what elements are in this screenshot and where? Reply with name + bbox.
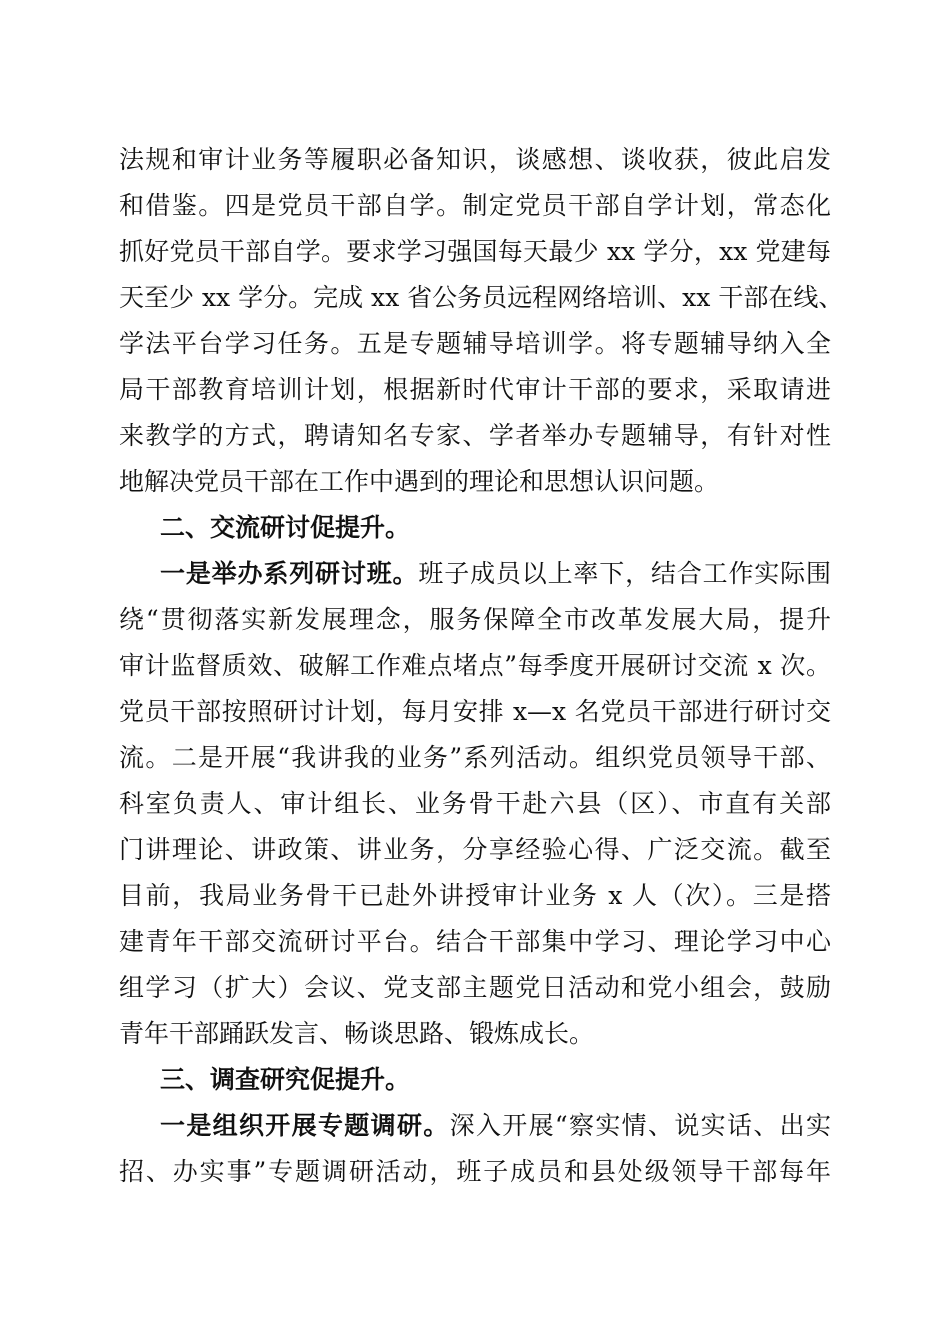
paragraph-lead: 一是举办系列研讨班。 [160,559,419,588]
paragraph-text: 班子成员以上率下，结合工作实际围 [418,559,831,588]
paragraph-line: 招、办实事”专题调研活动，班子成员和县处级领导干部每年 [119,1157,831,1186]
paragraph-line: 科室负责人、审计组长、业务骨干赴六县（区）、市直有关部 [119,789,831,818]
paragraph-lead: 一是组织开展专题调研。 [160,1111,450,1140]
paragraph-line: 建青年干部交流研讨平台。结合干部集中学习、理论学习中心 [119,927,831,956]
section-heading-2: 二、交流研讨促提升。 [160,513,411,542]
paragraph-line: 来教学的方式，聘请知名专家、学者举办专题辅导，有针对性 [119,421,831,450]
paragraph-line: 审计监督质效、破解工作难点堵点”每季度开展研讨交流 x 次。 [119,651,831,680]
paragraph-first-line [160,1103,831,1149]
paragraph-line: 抓好党员干部自学。要求学习强国每天最少 xx 学分，xx 党建每 [119,237,831,266]
paragraph-line: 和借鉴。四是党员干部自学。制定党员干部自学计划，常态化 [119,191,831,220]
paragraph-line: 流。二是开展“我讲我的业务”系列活动。组织党员领导干部、 [119,743,831,772]
paragraph-line: 目前，我局业务骨干已赴外讲授审计业务 x 人（次）。三是搭 [119,881,831,910]
paragraph-line: 党员干部按照研讨计划，每月安排 x—x 名党员干部进行研讨交 [119,697,831,726]
paragraph-line: 局干部教育培训计划，根据新时代审计干部的要求，采取请进 [119,375,831,404]
paragraph-line: 绕“贯彻落实新发展理念，服务保障全市改革发展大局，提升 [119,605,831,634]
paragraph-line: 门讲理论、讲政策、讲业务，分享经验心得、广泛交流。截至 [119,835,831,864]
paragraph-line: 学法平台学习任务。五是专题辅导培训学。将专题辅导纳入全 [119,329,831,358]
paragraph-line: 法规和审计业务等履职必备知识，谈感想、谈收获，彼此启发 [119,145,831,174]
section-heading-3: 三、调查研究促提升。 [160,1065,411,1094]
paragraph-line: 组学习（扩大）会议、党支部主题党日活动和党小组会，鼓励 [119,973,831,1002]
paragraph-line: 青年干部踊跃发言、畅谈思路、锻炼成长。 [119,1019,595,1048]
paragraph-line: 天至少 xx 学分。完成 xx 省公务员远程网络培训、xx 干部在线、 [119,283,844,312]
paragraph-line: 地解决党员干部在工作中遇到的理论和思想认识问题。 [119,467,720,496]
paragraph-first-line [160,551,831,597]
paragraph-text: 深入开展“察实情、说实话、出实 [449,1111,831,1140]
